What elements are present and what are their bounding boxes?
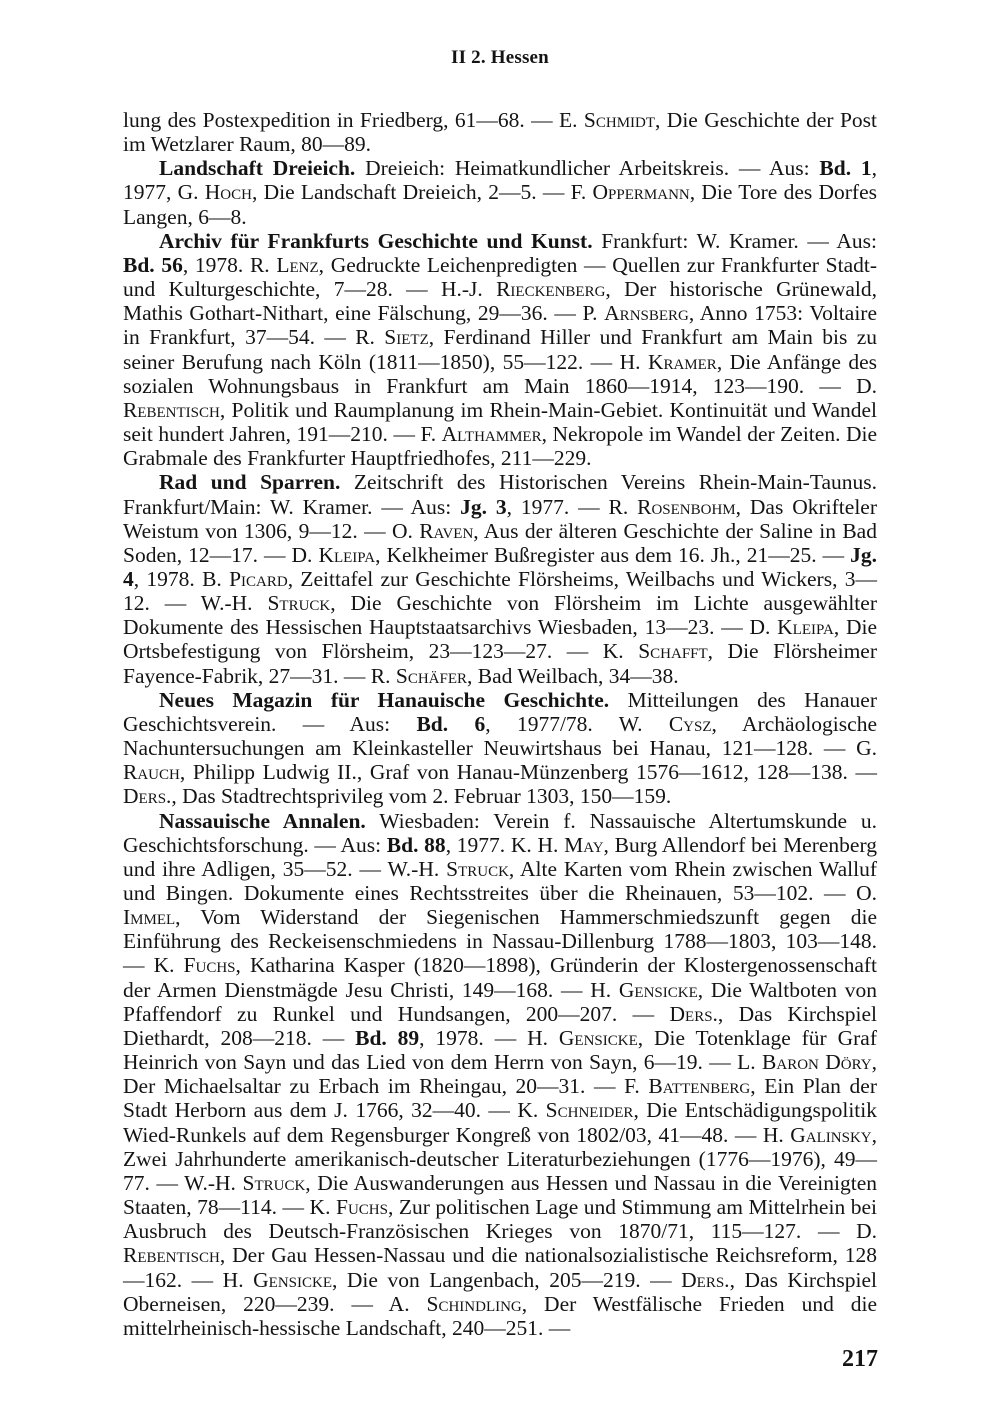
text-run: , Der historische Grünewald, Mathis Gothart-Nithart, eine Fälschung, 29—36. — P. bbox=[123, 277, 877, 326]
author-name: Ders. bbox=[681, 1267, 730, 1292]
text-run: , Das Stadtrechtsprivileg vom 2. Februar 1303, 150—159. bbox=[171, 784, 672, 809]
text-run: , 1977, G. bbox=[123, 156, 877, 205]
author-name: Arnsberg bbox=[604, 301, 689, 326]
text-run: , 1978. — H. bbox=[419, 1025, 559, 1050]
author-name: Rebentisch bbox=[123, 1243, 220, 1268]
bibliography-text bbox=[123, 108, 877, 1340]
author-name: Sietz bbox=[384, 325, 429, 350]
text-run: , 1977. — R. bbox=[506, 494, 638, 519]
author-name: Schäfer bbox=[395, 663, 468, 688]
author-name: Schneider bbox=[545, 1098, 634, 1123]
text-run: , Anno 1753: Voltaire in Frankfurt, 37—54. — R. bbox=[123, 301, 877, 350]
author-name: Battenberg bbox=[648, 1074, 751, 1099]
text-run: , Die Flörsheimer Fayence-Fabrik, 27—31. — R. bbox=[123, 639, 877, 688]
author-name: Schindling bbox=[426, 1291, 522, 1316]
bibliography-entry bbox=[123, 470, 877, 687]
bibliography-entry bbox=[123, 156, 877, 228]
author-name: Immel bbox=[123, 905, 176, 930]
text-run: , Die Totenklage für Graf Heinrich von Sayn und das Lied von dem Herrn von Sayn, 6—19. — L. bbox=[123, 1025, 877, 1075]
author-name: Althammer bbox=[441, 422, 542, 447]
text-run: , Bad Weilbach, 34—38. bbox=[467, 663, 679, 688]
text-run: , Archäologische Nachuntersuchungen am Kleinkasteller Neuwirtshaus bei Hanau, 121—128. — G. bbox=[123, 711, 877, 761]
text-run: , 1978. R. bbox=[182, 252, 277, 277]
author-name: Rebentisch bbox=[123, 397, 220, 422]
text-run: , Zur politischen Lage und Stimmung am Mittelrhein bei Ausbruch des Deutsch-Französischen Krieges von 1870/71, 115—127. — D. bbox=[123, 1195, 877, 1244]
bold-run: Archiv für Frankfurts Geschichte und Kunst. bbox=[159, 228, 593, 253]
text-run: , Aus der älteren Geschichte der Saline in Bad Soden, 12—17. — D. bbox=[123, 518, 877, 567]
text-run: , Das Kirchspiel Diethardt, 208—218. — bbox=[123, 1001, 877, 1050]
text-run: , 1978. B. bbox=[133, 566, 230, 591]
author-name: Galinsky bbox=[790, 1122, 872, 1147]
bold-run: Nassauische Annalen. bbox=[159, 808, 366, 833]
text-run: , Der Westfälische Frieden und die mittelrheinisch-hessische Landschaft, 240—251. — bbox=[123, 1291, 877, 1340]
text-run: Frankfurt: W. Kramer. — Aus: bbox=[592, 228, 877, 253]
author-name: Rieckenberg bbox=[496, 277, 606, 302]
author-name: Lenz bbox=[276, 252, 319, 277]
author-name: Ders. bbox=[123, 784, 172, 809]
text-run: , Die Tore des Dorfes Langen, 6—8. bbox=[123, 180, 877, 229]
author-name: Gensicke bbox=[253, 1267, 332, 1292]
text-run: Dreieich: Heimatkundlicher Arbeitskreis. — Aus: bbox=[355, 156, 820, 181]
author-name: Rauch bbox=[123, 760, 180, 785]
text-run: Wiesbaden: Verein f. Nassauische Altertumskunde u. Geschichtsforschung. — Aus: bbox=[123, 808, 877, 857]
bold-run: Jg. 4 bbox=[123, 542, 877, 591]
text-run: , Alte Karten vom Rhein zwischen Walluf und Bingen. Dokumente eines Rechtsstreites über die Rheinauen, 53—102. — O. bbox=[123, 856, 877, 905]
bold-run: Bd. 6 bbox=[416, 711, 486, 736]
text-run: , Nekropole im Wandel der Zeiten. Die Grabmale des Frankfurter Hauptfriedhofes, 211—229. bbox=[123, 422, 878, 471]
text-run: , Zwei Jahrhunderte amerikanisch-deutscher Literaturbeziehungen (1776—1976), 49—77. — W.-H. bbox=[123, 1122, 877, 1195]
text-run: Zeitschrift des Historischen Vereins Rhein-Main-Taunus. Frankfurt/Main: W. Kramer. — Aus: bbox=[123, 470, 878, 519]
bold-run: Neues Magazin für Hanauische Geschichte. bbox=[159, 687, 610, 712]
author-name: Hoch bbox=[204, 180, 252, 205]
text-run: , Die von Langenbach, 205—219. — bbox=[331, 1267, 682, 1292]
text-run: , Die Auswanderungen aus Hessen und Nassau in die Vereinigten Staaten, 78—114. — K. bbox=[123, 1170, 877, 1220]
author-name: Struck bbox=[267, 591, 331, 616]
author-name: Schafft bbox=[638, 639, 708, 664]
text-run: , Burg Allendorf bei Merenberg und ihre Adligen, 35—52. — W.-H. bbox=[123, 832, 877, 881]
text-run: , Das Kirchspiel Oberneisen, 220—239. — A. bbox=[123, 1267, 877, 1316]
author-name: Baron Döry bbox=[762, 1050, 872, 1075]
text-run: , 1977/78. W. bbox=[485, 711, 669, 736]
bibliography-entry bbox=[123, 108, 877, 156]
author-name: May bbox=[564, 832, 604, 857]
text-run: , Die Landschaft Dreieich, 2—5. — F. bbox=[251, 180, 593, 205]
text-run: , Der Michaelsaltar zu Erbach im Rheingau, 20—31. — F. bbox=[123, 1050, 877, 1099]
text-run: , 1977. K. H. bbox=[445, 832, 565, 857]
author-name: Gensicke bbox=[618, 977, 698, 1002]
author-name: Gensicke bbox=[558, 1025, 638, 1050]
author-name: Kleipa bbox=[318, 542, 376, 567]
text-run: , Ferdinand Hiller und Frankfurt am Main bis zu seiner Berufung nach Köln (1811—1850), 55—122. — H. bbox=[123, 325, 877, 374]
author-name: Struck bbox=[242, 1170, 306, 1195]
bold-run: Bd. 89 bbox=[355, 1025, 420, 1050]
author-name: Oppermann bbox=[592, 180, 690, 205]
author-name: Picard bbox=[229, 566, 288, 591]
author-name: Kramer bbox=[647, 349, 717, 374]
text-run: lung des Postexpedition in Friedberg, 61—68. — E. bbox=[123, 108, 584, 132]
text-run: , Das Okrifteler Weistum von 1306, 9—12. — O. bbox=[123, 494, 877, 543]
bold-run: Jg. 3 bbox=[460, 494, 507, 519]
author-name: Raven bbox=[419, 518, 474, 543]
text-run: , Philipp Ludwig II., Graf von Hanau-Münzenberg 1576—1612, 128—138. — bbox=[179, 760, 877, 785]
page-number: 217 bbox=[842, 1346, 878, 1372]
text-run: Mitteilungen des Hanauer Geschichtsverein. — Aus: bbox=[123, 687, 877, 736]
bold-run: Bd. 56 bbox=[123, 252, 183, 277]
text-run: , Die Anfänge des sozialen Wohnungsbaus in Frankfurt am Main 1860—1914, 123—190. — D. bbox=[123, 349, 877, 398]
author-name: Struck bbox=[446, 856, 509, 881]
author-name: Kleipa bbox=[777, 615, 834, 640]
text-run: , Die Entschädigungspolitik Wied-Runkels auf dem Regensburger Kongreß von 1802/03, 41—48. — H. bbox=[123, 1098, 877, 1147]
text-run: , Ein Plan der Stadt Herborn aus dem J. 1766, 32—40. — K. bbox=[123, 1074, 877, 1123]
author-name: Schmidt bbox=[583, 108, 656, 132]
author-name: Rosenbohm bbox=[637, 494, 736, 519]
text-run: , Vom Widerstand der Siegenischen Hammerschmiedszunft gegen die Einführung des Reckeisenschmiedens in Nassau-Dillenburg 1788—1803, 103—148. — K. bbox=[123, 905, 877, 978]
text-run: , Die Ortsbefestigung von Flörsheim, 23—123—27. — K. bbox=[123, 615, 877, 664]
text-run: , Kelkheimer Bußregister aus dem 16. Jh., 21—25. — bbox=[375, 542, 851, 567]
text-run: , Der Gau Hessen-Nassau und die nationalsozialistische Reichsreform, 128—162. — H. bbox=[123, 1243, 877, 1292]
author-name: Fuchs bbox=[183, 953, 236, 978]
author-name: Cysz bbox=[668, 711, 712, 736]
text-run: , Katharina Kasper (1820—1898), Gründerin der Klostergenossenschaft der Armen Dienstmägde Jesu Christi, 149—168. — H. bbox=[123, 953, 877, 1002]
text-run: , Die Geschichte der Post im Wetzlarer Raum, 80—89. bbox=[123, 108, 877, 157]
bold-run: Bd. 1 bbox=[819, 156, 872, 181]
bold-run: Bd. 88 bbox=[386, 832, 446, 857]
bibliography-entry bbox=[123, 229, 877, 471]
running-head: II 2. Hessen bbox=[451, 47, 549, 68]
text-run: , Die Waltboten von Pfaffendorf zu Runkel und Hundsangen, 200—207. — bbox=[123, 977, 877, 1026]
text-run: , Zeittafel zur Geschichte Flörsheims, Weilbachs und Wickers, 3—12. — W.-H. bbox=[123, 566, 877, 616]
text-run: , Politik und Raumplanung im Rhein-Main-Gebiet. Kontinuität und Wandel seit hundert Jahren, 191—210. — F. bbox=[123, 397, 877, 447]
author-name: Ders. bbox=[669, 1001, 718, 1026]
bold-run: Rad und Sparren. bbox=[159, 470, 341, 495]
bibliography-entry bbox=[123, 809, 877, 1340]
text-run: , Die Geschichte von Flörsheim im Lichte ausgewählter Dokumente des Hessischen Hauptstaatsarchivs Wiesbaden, 13—23. — D. bbox=[123, 591, 877, 640]
bold-run: Landschaft Dreieich. bbox=[159, 156, 356, 181]
bibliography-entry bbox=[123, 688, 877, 809]
text-run: , Gedruckte Leichenpredigten — Quellen zur Frankfurter Stadt- und Kulturgeschichte, 7—28. — H.-J. bbox=[123, 252, 877, 302]
author-name: Fuchs bbox=[335, 1195, 388, 1220]
